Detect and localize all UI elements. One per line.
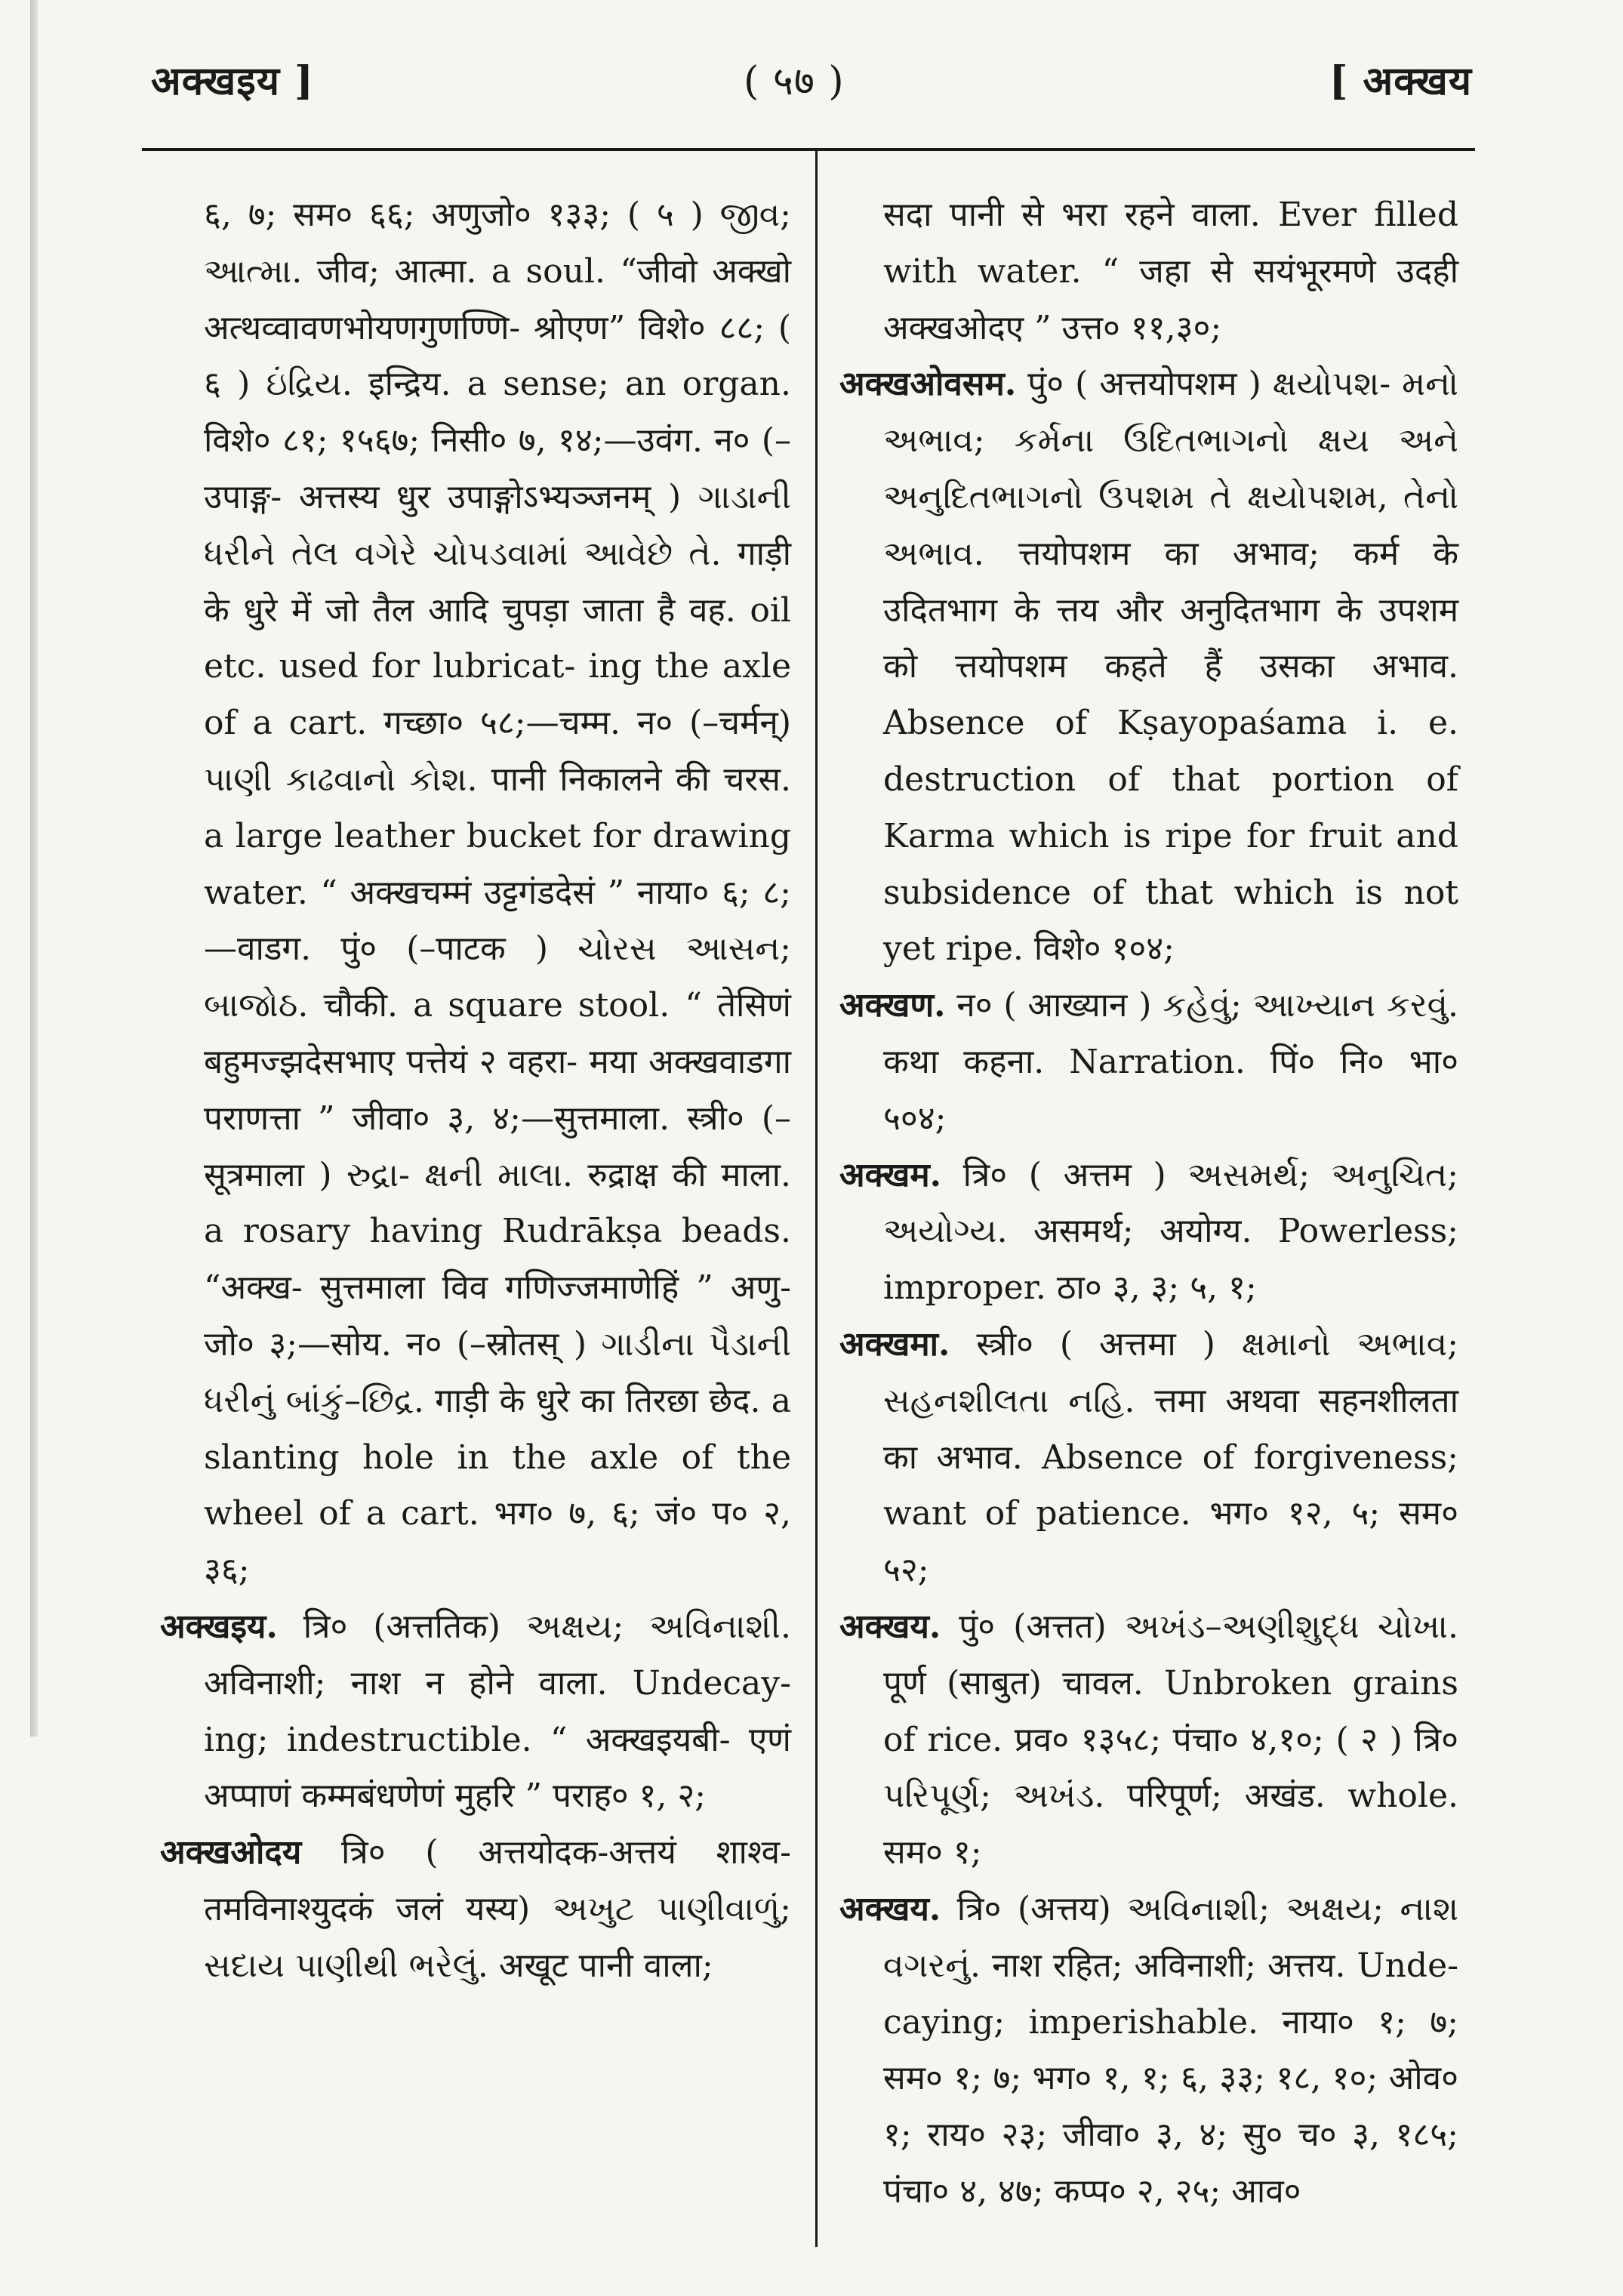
entry-headword: अक्खइय. bbox=[160, 1607, 278, 1646]
entry-headword: अक्खण. bbox=[839, 986, 946, 1025]
entry-text: पुं० (अत्तत) અખંડ–અણીશુદ્ધ ચોખા. पूर्ण (साबुत) चावल. Unbroken grains of rice. प्रव० १३५८; पंचा० ४,१०; ( २ ) त्रि० પરિપૂર્ણ; અખંડ. परिपूर्ण; अखंड. whole. सम० १; bbox=[883, 1607, 1458, 1872]
entry-text: त्रि० ( अत्तयोदक-अत्तयं शाश्व- तमविनाश्युदकं जलं यस्य) અખુટ પાણીવાળું; સદાય પાણીથી ભરેલું. अखूट पानी वाला; bbox=[204, 1833, 791, 1985]
entry-continuation bbox=[839, 187, 1458, 356]
entry bbox=[839, 1317, 1458, 1599]
entry-text: स्त्री० ( अत्तमा ) ક્ષમાનો અભાવ; સહનશીલતા નહિ. त्तमा अथवा सहनशीलता का अभाव. Absence of forgiveness; want of patience. भग० १२, ५; सम० ५२; bbox=[883, 1324, 1458, 1590]
header-left-guideword: अक्खइय ] bbox=[151, 58, 314, 104]
entry-headword: अक्खय. bbox=[839, 1607, 941, 1646]
header-right-guideword: [ अक्खय bbox=[1329, 58, 1472, 104]
entry bbox=[839, 1881, 1458, 2220]
entry bbox=[839, 1148, 1458, 1317]
header-rule bbox=[142, 148, 1475, 151]
entry-text: सदा पानी से भरा रहने वाला. Ever filled with water. “ जहा से सयंभूरमणे उदही अक्खओदए ” उत्त० ११,३०; bbox=[883, 196, 1458, 347]
entry-text: त्रि० ( अत्तम ) અસમર્થ; અનુચિત; અયોગ્ય. असमर्थ; अयोग्य. Powerless; improper. ठा० ३, ३; ५, १; bbox=[883, 1155, 1458, 1308]
right-column bbox=[839, 187, 1458, 2220]
entry bbox=[839, 1599, 1458, 1881]
entry-headword: अक्खम. bbox=[839, 1155, 941, 1194]
entry bbox=[160, 1599, 791, 1825]
page-edge-shadow bbox=[30, 0, 38, 1737]
entry-text: ६, ७; सम० ६६; अणुजो० १३३; ( ५ ) જીવ; આત્મા. जीव; आत्मा. a soul. “जीवो अक्खो अत्थव्वावणभोयणगुणण्णि- श्रोएण” विशे० ८८; ( ६ ) ઇંદ્રિય. इन्द्रिय. a sense; an organ. विशे० ८१; १५६७; निसी० ७, १४;—उवंग. न० (–उपाङ्ग- अत्तस्य धुर उपाङ्गोऽभ्यञ्जनम् ) ગાડાની ધરીને તેલ વગેરે ચોપડવામાં આવેછે તે. गाड़ी के धुरे में जो तैल आदि चुपड़ा जाता है वह. oil etc. used for lubricat- ing the axle of a cart. गच्छा० ५८;—चम्म. न० (–चर्मन्) પાણી કાઢવાનો કોશ. पानी निकालने की चरस. a large leather bucket for drawing water. “ अक्खचम्मं उट्टगंडदेसं ” नाया० ६; ८;—वाडग. पुं० (–पाटक ) ચોરસ આસન; બાજોઠ. चौकी. a square stool. “ तेसिणं बहुमज्झदेसभाए पत्तेयं २ वहरा- मया अक्खवाडगा पराणत्ता ” जीवा० ३, ४;—सुत्तमाला. स्त्री० (–सूत्रमाला ) રુદ્રા- ક્ષની માલા. रुद्राक्ष की माला. a rosary having Rudrākṣa beads. “अक्ख- सुत्तमाला विव गणिज्जमाणेहिं ” अणु- जो० ३;—सोय. न० (–स्रोतस् ) ગાડીના પૈડાની ધરીનું બાંકું–છિદ્ર. गाड़ी के धुरे का तिरछा छेद. a slanting hole in the axle of the wheel of a cart. भग० ७, ६; जं० प० २, ३६; bbox=[204, 196, 791, 1590]
entry bbox=[839, 356, 1458, 978]
entry bbox=[839, 978, 1458, 1147]
entry-continuation bbox=[160, 187, 791, 1599]
entry-headword: अक्खओवसम. bbox=[839, 365, 1017, 404]
entry bbox=[160, 1825, 791, 1994]
page-number: ( ५७ ) bbox=[744, 59, 845, 104]
column-divider bbox=[815, 148, 818, 2247]
entry-text: त्रि० (अत्तय) અવિનાશી; અક્ષય; નાશ વગરનું. नाश रहित; अविनाशी; अत्तय. Unde- caying; imperishable. नाया० १; ७; सम० १; ७; भग० १, १; ६, ३३; १८, १०; ओव० १; राय० २३; जीवा० ३, ४; सु० च० ३, १८५; पंचा० ४, ४७; कप्प० २, २५; आव० bbox=[883, 1889, 1458, 2211]
entry-text: न० ( आख्यान ) કહેવું; આખ્યાન કરવું. कथा कहना. Narration. पिं० नि० भा० ५०४; bbox=[883, 986, 1458, 1138]
entry-text: पुं० ( अत्तयोपशम ) ક્ષયોપશ- મનો અભાવ; કર્મના ઉદિતભાગનો ક્ષય અને અનુદિતભાગનો ઉપશમ તે ક્ષયોપશમ, તેનો અભાવ. त्तयोपशम का अभाव; कर्म के उदितभाग के त्तय और अनुदितभाग के उपशम को त्तयोपशम कहते हैं उसका अभाव. Absence of Kṣayopaśama i. e. destruction of that portion of Karma which is ripe for fruit and subsidence of that which is not yet ripe. विशे० १०४; bbox=[883, 365, 1458, 969]
entry-headword: अक्खय. bbox=[839, 1889, 941, 1928]
entry-headword: अक्खओदय bbox=[160, 1833, 302, 1872]
entry-text: त्रि० (अत्ततिक) અક્ષય; અવિનાશી. अविनाशी; नाश न होने वाला. Undecay- ing; indestructible. “ अक्खइयबी- एणं अप्पाणं कम्मबंधणेणं मुहरि ” पराह० १, २; bbox=[204, 1607, 791, 1816]
left-column bbox=[160, 187, 791, 1995]
entry-headword: अक्खमा. bbox=[839, 1324, 950, 1364]
